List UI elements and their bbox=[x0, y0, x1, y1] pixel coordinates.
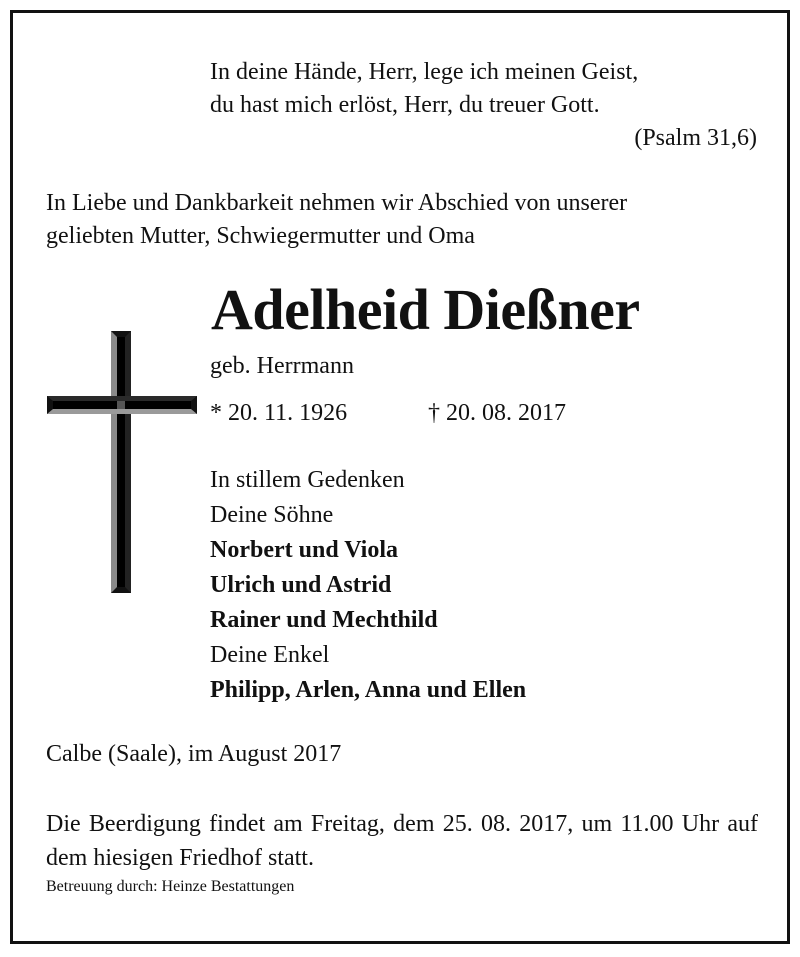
son-2: Ulrich und Astrid bbox=[210, 572, 392, 598]
verse-reference: (Psalm 31,6) bbox=[634, 125, 757, 151]
sons-heading: Deine Söhne bbox=[210, 502, 334, 528]
verse-line-1: In deine Hände, Herr, lege ich meinen Geist, bbox=[210, 59, 639, 85]
funeral-home: Betreuung durch: Heinze Bestattungen bbox=[46, 878, 295, 895]
grandchildren-heading: Deine Enkel bbox=[210, 642, 330, 668]
maiden-name: geb. Herrmann bbox=[210, 353, 354, 379]
son-1: Norbert und Viola bbox=[210, 537, 399, 563]
grandchildren: Philipp, Arlen, Anna und Ellen bbox=[210, 677, 527, 703]
obituary-frame bbox=[10, 10, 790, 944]
intro-line-1: In Liebe und Dankbarkeit nehmen wir Abschied von unserer bbox=[46, 190, 628, 216]
death-date: † 20. 08. 2017 bbox=[428, 400, 566, 426]
son-3: Rainer und Mechthild bbox=[210, 607, 438, 633]
place-date: Calbe (Saale), im August 2017 bbox=[46, 741, 342, 767]
cross-icon bbox=[47, 331, 197, 593]
deceased-name: Adelheid Dießner bbox=[211, 277, 640, 342]
funeral-notice: Die Beerdigung findet am Freitag, dem 25. 08. 2017, um 11.00 Uhr auf dem hiesigen Friedhof statt. bbox=[46, 811, 758, 871]
intro-line-2: geliebten Mutter, Schwiegermutter und Oma bbox=[46, 223, 475, 249]
remembrance-line: In stillem Gedenken bbox=[210, 467, 405, 493]
verse-line-2: du hast mich erlöst, Herr, du treuer Gott. bbox=[210, 92, 600, 118]
birth-date: * 20. 11. 1926 bbox=[210, 400, 348, 426]
